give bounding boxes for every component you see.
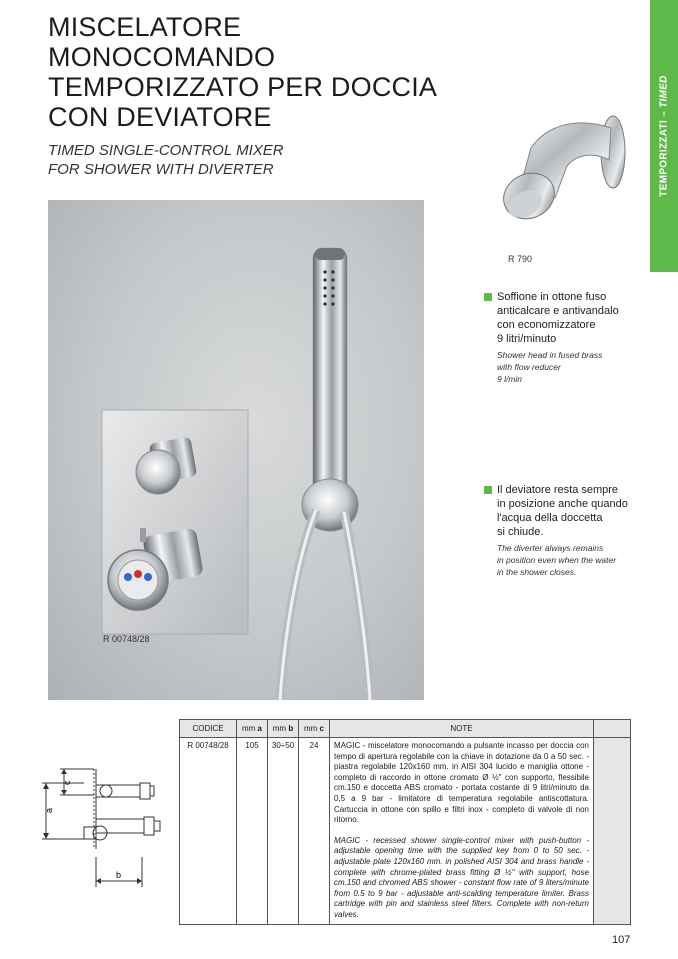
page-number: 107 (612, 934, 631, 946)
showerhead-illustration (485, 88, 635, 238)
subtitle-line: FOR SHOWER WITH DIVERTER (48, 161, 274, 178)
col-a (237, 720, 268, 738)
bullet-icon (484, 293, 492, 301)
feature-text-it (497, 290, 634, 346)
col-letter: a (257, 724, 262, 733)
table-header-row (180, 720, 631, 738)
cell-extra (594, 738, 631, 925)
category-tab-text: TEMPORIZZATI – (658, 107, 670, 197)
title-line: MISCELATORE (48, 12, 242, 42)
feature-line: Soffione in ottone fuso (497, 291, 607, 303)
cell-note (330, 738, 594, 925)
feature-line: with flow reducer (497, 362, 561, 372)
feature-line: 9 l/min (497, 374, 523, 384)
feature-line: Shower head in fused brass (497, 350, 603, 360)
product-photo (48, 200, 424, 700)
note-en: MAGIC - recessed shower single-control mixer with push-button - adjustable opening time with the supplied key from 0 to 50 sec. - adjustable plate 120x160 mm. in polished AISI 304 and brass handle - complete with chrome-plated brass fitting Ø ½" with support, hose cm.150 and chromed ABS shower - constant flow rate of 9 liters/minute from 0.5 to 9 bar - adjustable anti-scalding temperature limiter. Brass cartridge with pin and stainless steel filters. Complete with non-return valves. (334, 835, 589, 919)
col-unit: mm (241, 724, 256, 733)
feature-line: The diverter always remains (497, 543, 604, 553)
page-title (48, 12, 468, 132)
showerhead-image (485, 88, 635, 238)
feature-line: anticalcare e antivandalo (497, 305, 619, 317)
col-c (299, 720, 330, 738)
feature-line: 9 litri/minuto (497, 333, 557, 345)
col-codice: CODICE (180, 720, 237, 738)
title-line: MONOCOMANDO (48, 42, 276, 72)
page-subtitle (48, 141, 284, 179)
bullet-icon (484, 486, 492, 494)
cell-codice: R 00748/28 (180, 738, 237, 925)
dim-b-label: b (116, 870, 122, 880)
title-line: CON DEVIATORE (48, 102, 272, 132)
title-line: TEMPORIZZATO PER DOCCIA (48, 72, 438, 102)
technical-diagram (34, 765, 164, 891)
feature-diverter (484, 483, 634, 578)
col-letter: b (288, 724, 294, 733)
feature-line: in position even when the water (497, 555, 617, 565)
dimension-drawing (34, 765, 164, 891)
cell-b: 30÷50 (268, 738, 299, 925)
col-unit: mm (303, 724, 318, 733)
feature-text-en (497, 349, 634, 385)
category-tab-text-en: TIMED (658, 75, 670, 108)
col-unit: mm (272, 724, 287, 733)
photo-caption: R 00748/28 (103, 634, 150, 644)
feature-text-en (497, 542, 634, 578)
dim-a-label: a (44, 807, 54, 813)
feature-line: Il deviatore resta sempre (497, 484, 619, 496)
product-illustration (48, 200, 424, 700)
category-tab-label (650, 0, 678, 272)
feature-line: in posizione anche quando (497, 498, 628, 510)
subtitle-line: TIMED SINGLE-CONTROL MIXER (48, 142, 284, 159)
showerhead-caption: R 790 (508, 254, 533, 264)
spec-table (179, 719, 631, 925)
col-letter: c (319, 724, 324, 733)
dim-c-label: c (62, 780, 72, 785)
col-b (268, 720, 299, 738)
feature-line: con economizzatore (497, 319, 596, 331)
feature-line: in the shower closes. (497, 567, 577, 577)
feature-text-it (497, 483, 634, 539)
feature-showerhead (484, 290, 634, 385)
feature-line: si chiude. (497, 526, 544, 538)
cell-c: 24 (299, 738, 330, 925)
table-row (180, 738, 631, 925)
col-extra (594, 720, 631, 738)
col-note: NOTE (330, 720, 594, 738)
note-it: MAGIC - miscelatore monocomando a pulsante incasso per doccia con tempo di apertura regolabile con la chiave in dotazione da 0 a 50 sec. - piastra regolabile 120x160 mm. in AISI 304 lucido e maniglia ottone - completo di raccordo in ottone cromato Ø ½" con supporto, flessibile cm.150 e doccetta ABS cromato - portata costante di 9 litri/minuto da 0,5 a 9 bar - limitatore di temperatura regolabile antiscottatura. Cartuccia in ottone con spillo e filtri inox - completo di valvole di non ritorno. (334, 741, 589, 825)
cell-a: 105 (237, 738, 268, 925)
feature-line: l'acqua della doccetta (497, 512, 603, 524)
